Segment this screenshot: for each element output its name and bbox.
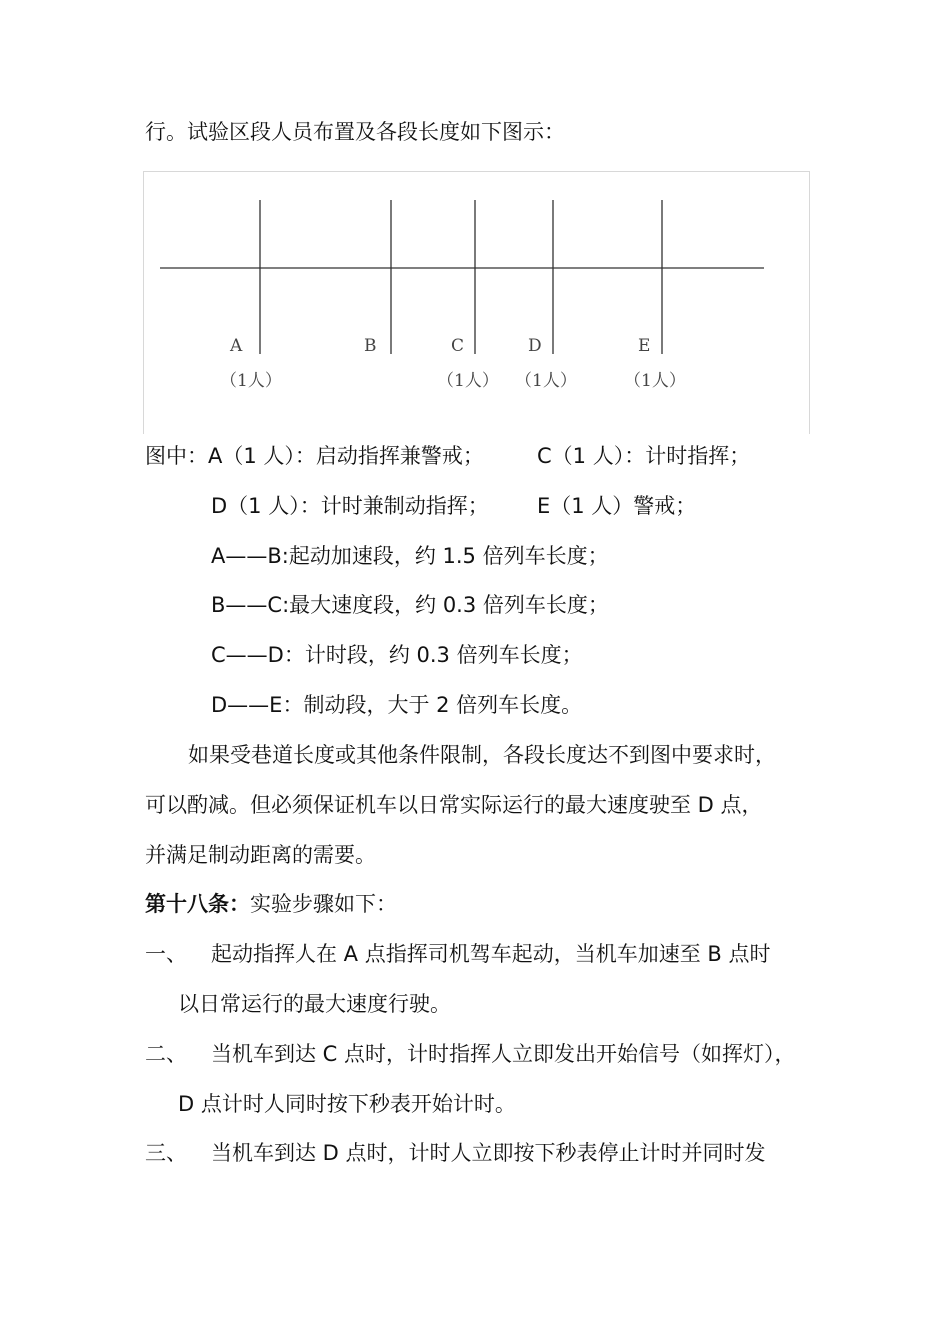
step-2-line-1: 当机车到达 C 点时，计时指挥人立即发出开始信号（如挥灯）， xyxy=(211,1042,796,1066)
layout-diagram xyxy=(143,171,810,434)
legend-line-2-left: D（1 人）：计时兼制动指挥； xyxy=(211,494,489,518)
paragraph-line-3: 并满足制动距离的需要。 xyxy=(145,843,376,867)
point-count-d: （1人） xyxy=(515,371,577,391)
segment-bc: B——C:最大速度段，约 0.3 倍列车长度； xyxy=(211,593,609,617)
step-1-line-1: 起动指挥人在 A 点指挥司机驾车起动，当机车加速至 B 点时 xyxy=(211,942,771,966)
paragraph-line-1: 如果受巷道长度或其他条件限制，各段长度达不到图中要求时， xyxy=(188,743,776,767)
article-text: 实验步骤如下： xyxy=(250,892,397,916)
point-count-a: （1人） xyxy=(220,371,282,391)
point-count-c: （1人） xyxy=(437,371,499,391)
point-label-a: A xyxy=(230,336,243,356)
legend-line-1-right: C（1 人）：计时指挥； xyxy=(537,444,751,468)
point-label-d: D xyxy=(528,336,542,356)
step-3-line-1: 当机车到达 D 点时，计时人立即按下秒表停止计时并同时发 xyxy=(211,1141,766,1165)
point-label-c: C xyxy=(451,336,465,356)
step-3-number: 三、 xyxy=(145,1141,187,1165)
point-label-b: B xyxy=(364,336,377,356)
article-heading xyxy=(145,889,397,919)
point-label-e: E xyxy=(638,336,651,356)
article-title: 第十八条： xyxy=(145,892,250,916)
step-1-number: 一、 xyxy=(145,942,187,966)
point-count-e: （1人） xyxy=(624,371,686,391)
segment-de: D——E：制动段，大于 2 倍列车长度。 xyxy=(211,693,583,717)
step-2-number: 二、 xyxy=(145,1042,187,1066)
step-2-line-2: D 点计时人同时按下秒表开始计时。 xyxy=(178,1092,516,1116)
segment-cd: C——D：计时段，约 0.3 倍列车长度； xyxy=(211,643,583,667)
legend-line-1-left: 图中：A（1 人）：启动指挥兼警戒； xyxy=(145,444,484,468)
step-1-line-2: 以日常运行的最大速度行驶。 xyxy=(178,992,451,1016)
segment-ab: A——B:起动加速段，约 1.5 倍列车长度； xyxy=(211,544,609,568)
intro-line: 行。试验区段人员布置及各段长度如下图示： xyxy=(145,120,565,144)
diagram-svg xyxy=(144,172,809,434)
paragraph-line-2: 可以酌减。但必须保证机车以日常实际运行的最大速度驶至 D 点， xyxy=(145,793,763,817)
legend-line-2-right: E（1 人）警戒； xyxy=(537,494,697,518)
